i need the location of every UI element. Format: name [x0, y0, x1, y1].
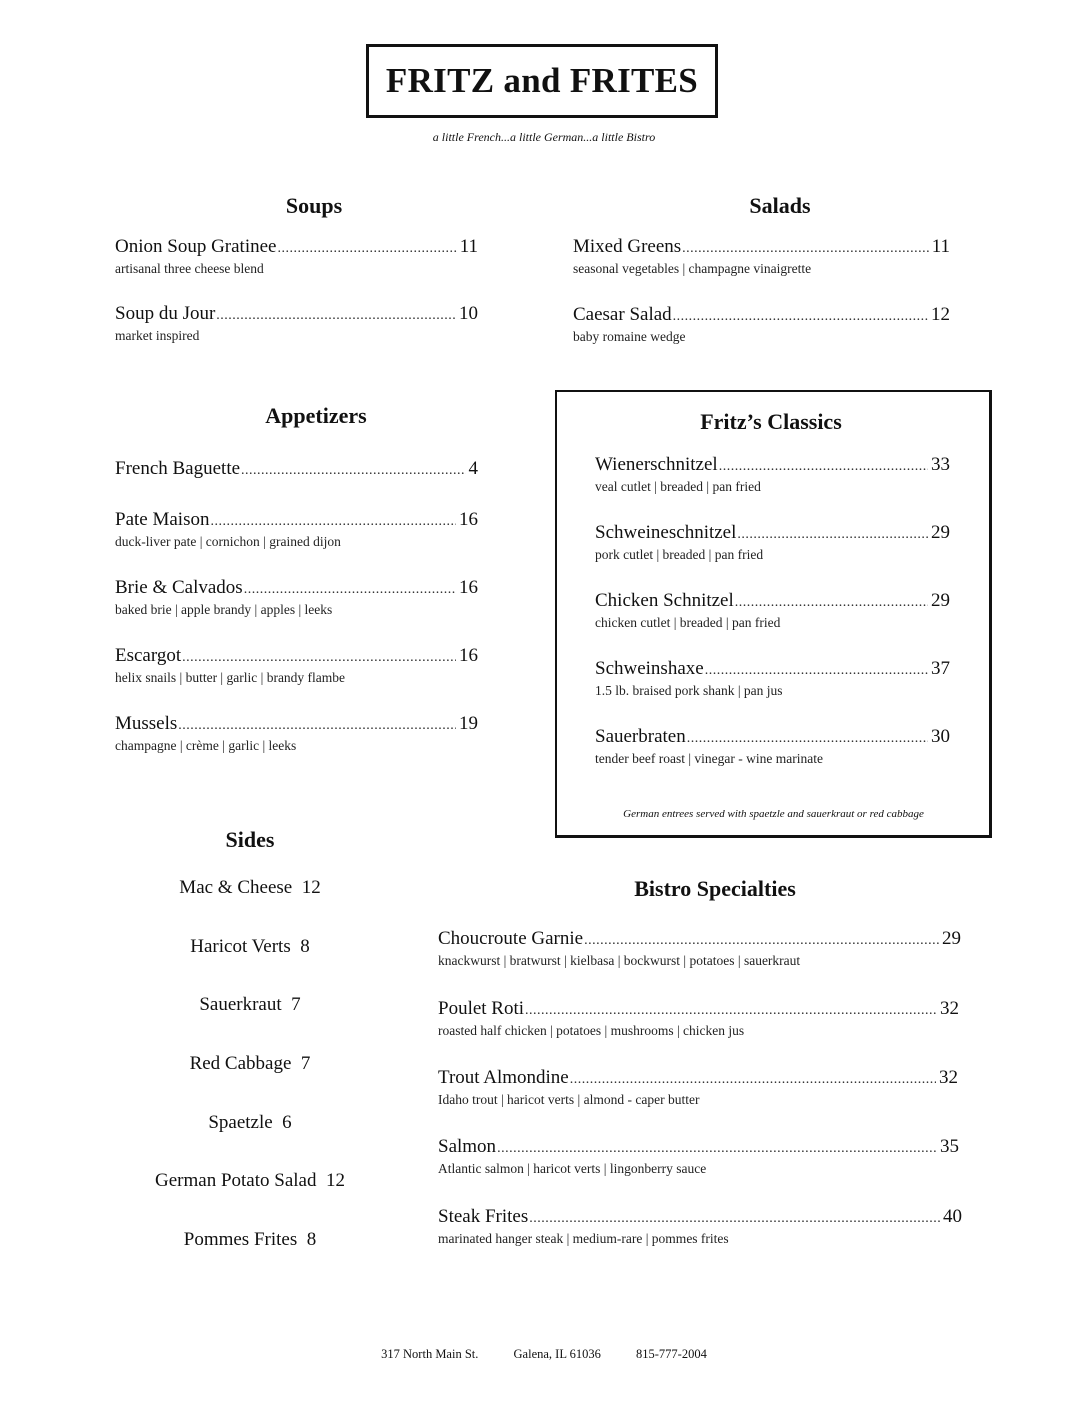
item-price: 33	[931, 454, 950, 475]
menu-item	[115, 458, 478, 480]
dot-leader	[210, 514, 456, 530]
item-name: Mussels	[115, 713, 178, 734]
item-description: baked brie | apple brandy | apples | leeks	[115, 602, 333, 617]
dot-leader	[244, 582, 456, 598]
restaurant-title: FRITZ and FRITES	[385, 61, 699, 100]
side-item	[100, 1112, 400, 1134]
item-name: Soup du Jour	[115, 303, 216, 324]
menu-item	[595, 658, 950, 699]
sides-heading: Sides	[225, 827, 275, 852]
menu-item	[115, 645, 478, 686]
item-description: champagne | crème | garlic | leeks	[115, 738, 297, 753]
item-price: 37	[931, 658, 950, 679]
menu-item	[438, 1206, 962, 1247]
item-description: seasonal vegetables | champagne vinaigrette	[573, 261, 812, 276]
dot-leader	[584, 933, 939, 949]
footer-phone: 815-777-2004	[636, 1347, 707, 1361]
item-name: Steak Frites	[438, 1206, 529, 1227]
side-item	[100, 877, 400, 899]
menu-item	[115, 303, 478, 344]
item-description: market inspired	[115, 328, 200, 343]
dot-leader	[178, 718, 456, 734]
bistro-heading: Bistro Specialties	[634, 876, 796, 901]
item-description: veal cutlet | breaded | pan fried	[595, 479, 761, 494]
item-price: 16	[459, 509, 478, 530]
item-price: 32	[940, 998, 959, 1019]
item-description: baby romaine wedge	[573, 329, 686, 344]
item-price: 11	[459, 236, 478, 257]
dot-leader	[682, 241, 929, 257]
appetizers-heading: Appetizers	[265, 403, 367, 428]
dot-leader	[216, 308, 456, 324]
side-name: Pommes Frites	[183, 1229, 298, 1250]
dot-leader	[497, 1141, 937, 1157]
menu-item	[438, 1067, 958, 1108]
item-name: French Baguette	[115, 458, 241, 479]
item-price: 40	[943, 1206, 962, 1227]
menu-item	[573, 304, 950, 345]
item-price: 35	[940, 1136, 959, 1157]
dot-leader	[529, 1211, 940, 1227]
soups-heading: Soups	[285, 193, 343, 218]
side-item	[100, 1229, 400, 1251]
dot-leader	[737, 527, 928, 543]
title-box	[366, 44, 718, 118]
menu-item	[115, 236, 478, 277]
item-price: 4	[468, 458, 478, 479]
side-price: 8	[306, 1229, 317, 1250]
menu-item	[115, 577, 478, 618]
salads-heading: Salads	[749, 193, 811, 218]
menu-item	[438, 1136, 959, 1177]
dot-leader	[719, 459, 928, 475]
side-item	[100, 1053, 400, 1075]
item-name: Choucroute Garnie	[438, 928, 584, 949]
item-name: Chicken Schnitzel	[595, 590, 734, 611]
side-name: Red Cabbage	[189, 1053, 292, 1074]
item-price: 11	[931, 236, 950, 257]
side-item	[100, 936, 400, 958]
item-name: Sauerbraten	[595, 726, 686, 747]
item-price: 12	[931, 304, 950, 325]
item-name: Escargot	[115, 645, 182, 666]
dot-leader	[182, 650, 456, 666]
dot-leader	[277, 241, 456, 257]
tagline: a little French...a little German...a little Bistro	[432, 130, 656, 144]
classics-note: German entrees served with spaetzle and sauerkraut or red cabbage	[623, 808, 924, 820]
side-name: Mac & Cheese	[179, 877, 293, 898]
item-price: 29	[942, 928, 961, 949]
side-name: German Potato Salad	[155, 1170, 317, 1191]
footer-address: 317 North Main St.	[381, 1347, 479, 1361]
menu-item	[595, 726, 950, 767]
item-name: Salmon	[438, 1136, 497, 1157]
item-description: artisanal three cheese blend	[115, 261, 264, 276]
item-description: knackwurst | bratwurst | kielbasa | bockwurst | potatoes | sauerkraut	[438, 953, 801, 968]
side-item	[100, 994, 400, 1016]
item-description: helix snails | butter | garlic | brandy flambe	[115, 670, 346, 685]
menu-item	[595, 590, 950, 631]
dot-leader	[241, 463, 465, 479]
menu-item	[595, 522, 950, 563]
item-name: Poulet Roti	[438, 998, 525, 1019]
side-name: Haricot Verts	[190, 936, 291, 957]
item-price: 29	[931, 522, 950, 543]
side-name: Spaetzle	[208, 1112, 273, 1133]
item-price: 32	[939, 1067, 958, 1088]
item-price: 30	[931, 726, 950, 747]
dot-leader	[735, 595, 928, 611]
footer-city: Galena, IL 61036	[513, 1347, 601, 1361]
item-name: Brie & Calvados	[115, 577, 243, 598]
side-item	[100, 1170, 400, 1192]
dot-leader	[687, 731, 928, 747]
item-name: Schweinshaxe	[595, 658, 704, 679]
menu-item	[573, 236, 950, 277]
item-name: Trout Almondine	[438, 1067, 569, 1088]
dot-leader	[570, 1072, 936, 1088]
item-description: pork cutlet | breaded | pan fried	[595, 547, 764, 562]
item-name: Onion Soup Gratinee	[115, 236, 277, 257]
menu-item	[115, 713, 478, 754]
menu-item	[438, 998, 959, 1039]
item-description: chicken cutlet | breaded | pan fried	[595, 615, 781, 630]
dot-leader	[525, 1003, 937, 1019]
item-description: tender beef roast | vinegar - wine marinate	[595, 751, 823, 766]
item-price: 10	[459, 303, 478, 324]
item-price: 16	[459, 645, 478, 666]
dot-leader	[673, 309, 928, 325]
menu-item	[595, 454, 950, 495]
side-price: 7	[291, 994, 301, 1015]
menu-item	[115, 509, 478, 550]
item-name: Schweineschnitzel	[595, 522, 737, 543]
side-price: 7	[300, 1053, 311, 1074]
side-price: 6	[282, 1112, 292, 1133]
dot-leader	[705, 663, 928, 679]
item-name: Mixed Greens	[573, 236, 682, 257]
item-description: roasted half chicken | potatoes | mushrooms | chicken jus	[438, 1023, 745, 1038]
side-name: Sauerkraut	[199, 994, 282, 1015]
footer	[0, 1347, 1088, 1362]
item-price: 19	[459, 713, 478, 734]
side-price: 8	[300, 936, 310, 957]
item-name: Caesar Salad	[573, 304, 672, 325]
menu-item	[438, 928, 961, 969]
item-price: 29	[931, 590, 950, 611]
item-description: 1.5 lb. braised pork shank | pan jus	[595, 683, 783, 698]
classics-heading: Fritz’s Classics	[700, 409, 842, 434]
item-description: marinated hanger steak | medium-rare | pommes frites	[438, 1231, 729, 1246]
item-description: Atlantic salmon | haricot verts | lingonberry sauce	[438, 1161, 707, 1176]
side-price: 12	[325, 1170, 345, 1191]
item-description: duck-liver pate | cornichon | grained dijon	[115, 534, 341, 549]
item-name: Wienerschnitzel	[595, 454, 718, 475]
item-name: Pate Maison	[115, 509, 210, 530]
item-description: Idaho trout | haricot verts | almond - caper butter	[438, 1092, 700, 1107]
item-price: 16	[459, 577, 478, 598]
side-price: 12	[301, 877, 321, 898]
